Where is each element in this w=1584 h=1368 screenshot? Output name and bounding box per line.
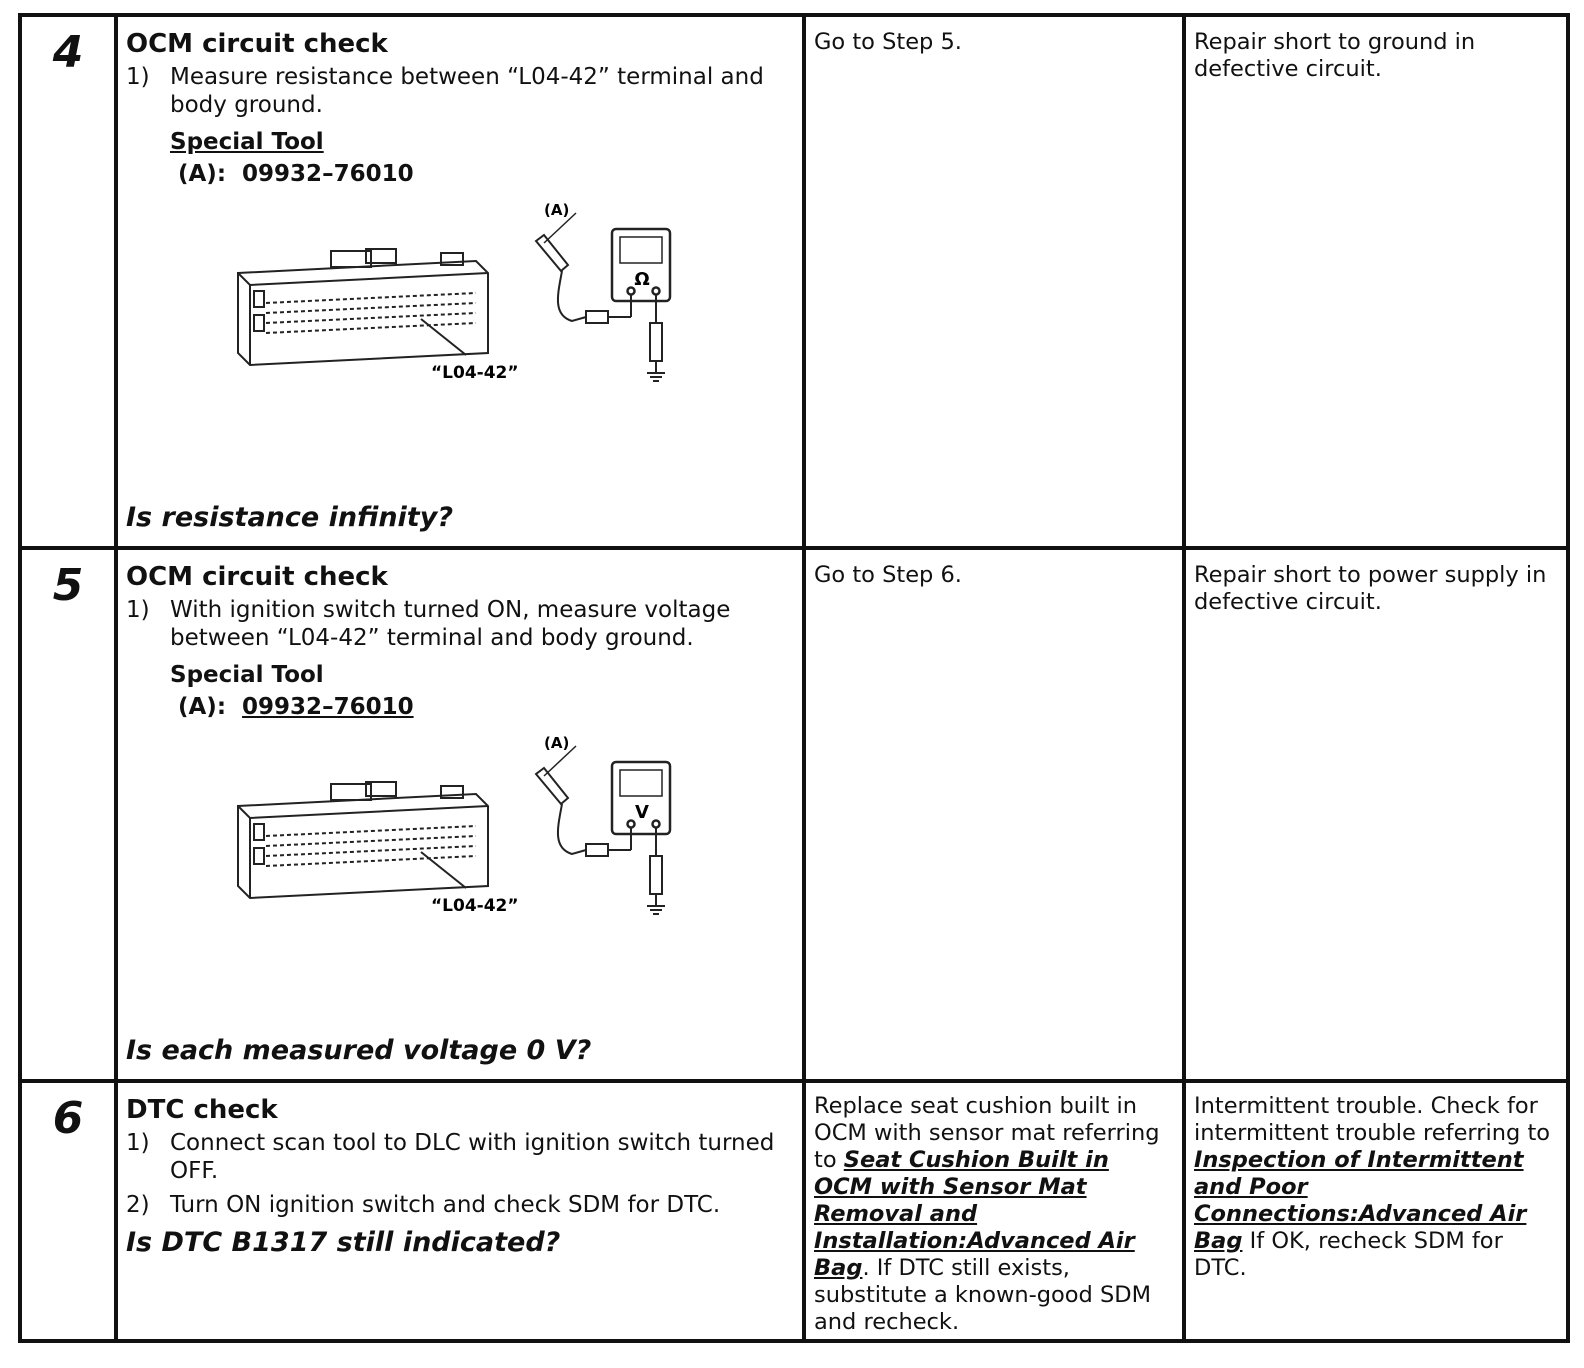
step-number: 5 <box>20 548 116 1081</box>
intermittent-inspection-ref-link[interactable]: Inspection of Intermittent and Poor Connections:Advanced Air Bag <box>1194 1147 1527 1254</box>
connector-icon <box>238 782 488 898</box>
no-cell <box>1184 15 1568 548</box>
tool-tag: (A) <box>544 203 570 219</box>
step-row <box>20 15 1568 548</box>
diagnostic-steps-table <box>18 13 1570 1343</box>
instruction-text: Measure resistance between “L04-42” terminal and body ground. <box>170 64 764 118</box>
special-tool-code <box>178 157 794 191</box>
no-action <box>1186 1083 1566 1282</box>
tool-number: 09932–76010 <box>242 694 414 720</box>
no-text-post: If OK, recheck SDM for DTC. <box>1194 1228 1503 1281</box>
instruction-text: With ignition switch turned ON, measure voltage between “L04-42” terminal and body ground. <box>170 597 731 651</box>
no-action: Repair short to ground in defective circuit. <box>1194 29 1476 82</box>
terminal-tag: “L04-42” <box>431 363 519 383</box>
tool-number: 09932–76010 <box>242 161 414 187</box>
no-cell <box>1184 548 1568 1081</box>
step-number: 6 <box>20 1081 116 1341</box>
no-action: Repair short to power supply in defective circuit. <box>1194 562 1547 615</box>
yes-text-pre: Replace seat cushion built in OCM with sensor mat referring to <box>814 1093 1160 1173</box>
step-action-cell <box>116 548 804 1081</box>
instruction-number: 1) <box>126 1130 150 1156</box>
meter-mode-label: V <box>635 802 649 823</box>
yes-cell <box>804 15 1184 548</box>
step-title: OCM circuit check <box>126 562 388 592</box>
multimeter-icon <box>612 762 670 834</box>
multimeter-icon <box>612 229 670 301</box>
step-action-cell <box>116 15 804 548</box>
yes-cell <box>804 1081 1184 1341</box>
instruction-text: Turn ON ignition switch and check SDM for DTC. <box>170 1192 721 1218</box>
step-number: 4 <box>20 15 116 548</box>
yes-action <box>806 1083 1182 1336</box>
connector-meter-illustration <box>226 736 794 940</box>
step-question: Is resistance infinity? <box>126 502 453 533</box>
instruction-number: 2) <box>126 1192 150 1218</box>
yes-cell <box>804 548 1184 1081</box>
yes-action: Go to Step 5. <box>814 29 962 55</box>
step-title: DTC check <box>126 1095 278 1125</box>
seat-cushion-ref-link[interactable]: Seat Cushion Built in OCM with Sensor Mat Removal and Installation:Advanced Air Bag <box>814 1147 1135 1281</box>
step-instruction <box>126 63 794 119</box>
illustration-svg <box>226 736 686 936</box>
meter-mode-label: Ω <box>634 269 650 290</box>
special-tool-label: Special Tool <box>170 129 324 155</box>
special-tool-label: Special Tool <box>170 662 324 688</box>
terminal-tag: “L04-42” <box>431 896 519 916</box>
step-title: OCM circuit check <box>126 29 388 59</box>
instruction-number: 1) <box>126 64 150 90</box>
instruction-number: 1) <box>126 597 150 623</box>
step-instruction <box>126 1191 794 1219</box>
yes-text-post: . If DTC still exists, substitute a known-good SDM and recheck. <box>814 1255 1152 1335</box>
tool-prefix: (A): <box>178 694 227 720</box>
no-text-pre: Intermittent trouble. Check for intermittent trouble referring to <box>1194 1093 1551 1146</box>
no-cell <box>1184 1081 1568 1341</box>
tool-prefix: (A): <box>178 161 227 187</box>
illustration-svg <box>226 203 686 403</box>
step-question: Is each measured voltage 0 V? <box>126 1035 592 1066</box>
probe-icon <box>536 213 665 381</box>
step-action-cell <box>116 1081 804 1341</box>
instruction-text: Connect scan tool to DLC with ignition switch turned OFF. <box>170 1130 775 1184</box>
step-row <box>20 1081 1568 1341</box>
connector-icon <box>238 249 488 365</box>
yes-action: Go to Step 6. <box>814 562 962 588</box>
step-instruction <box>126 1129 794 1185</box>
step-question: Is DTC B1317 still indicated? <box>126 1227 561 1258</box>
step-row <box>20 548 1568 1081</box>
step-instruction <box>126 596 794 652</box>
probe-icon <box>536 746 665 914</box>
special-tool-code <box>178 690 794 724</box>
tool-tag: (A) <box>544 736 570 752</box>
connector-meter-illustration <box>226 203 794 407</box>
